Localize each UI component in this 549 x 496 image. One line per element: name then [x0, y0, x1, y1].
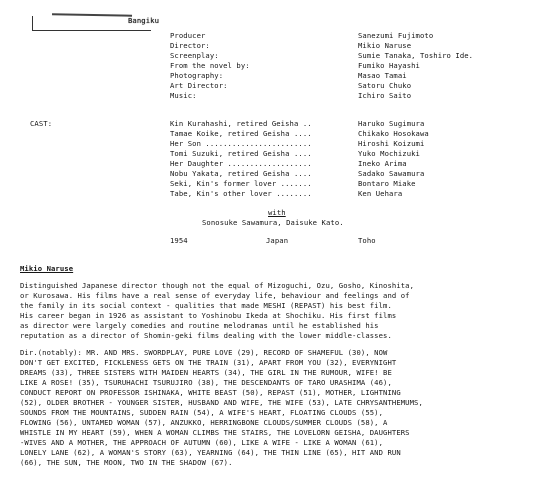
- cast-role: Her Daughter ...................: [170, 159, 312, 168]
- cast-actor: Chikako Hosokawa: [358, 129, 429, 138]
- cast-role: Seki, Kin's former lover .......: [170, 179, 312, 188]
- cast-actor: Ineko Arima: [358, 159, 407, 168]
- cast-role: Her Son ........................: [170, 139, 312, 148]
- cast-heading: CAST:: [30, 119, 53, 128]
- with-names: Sonosuke Sawamura, Daisuke Kato.: [202, 218, 344, 227]
- filmography-line: DON'T GET EXCITED, FICKLENESS GETS ON THE TRAIN (31), APART FROM YOU (32), EVERYNIGHT: [20, 358, 397, 367]
- credit-value-photography: Masao Tamai: [358, 71, 407, 80]
- filmography-line: LIKE A ROSE! (35), TSURUHACHI TSURUJIRO (38), THE DESCENDANTS OF TARO URASHIMA (46),: [20, 378, 392, 387]
- cast-role: Nobu Yakata, retired Geisha ....: [170, 169, 312, 178]
- credit-value-director: Mikio Naruse: [358, 41, 412, 50]
- bio-line: as director were largely comedies and routine melodramas until he established his: [20, 321, 379, 330]
- filmography-line: DREAMS (33), THREE SISTERS WITH MAIDEN HEARTS (34), THE GIRL IN THE RUMOUR, WIFE! BE: [20, 368, 392, 377]
- bio-line: reputation as a director of Shomin-geki films dealing with the lower middle-classes.: [20, 331, 392, 340]
- filmography-line: FLOWING (56), UNTAMED WOMAN (57), ANZUKKO, HERRINGBONE CLOUDS/SUMMER CLOUDS (58), A: [20, 418, 388, 427]
- credit-label-screenplay: Screenplay:: [170, 51, 219, 60]
- credit-value-novel: Fumiko Hayashi: [358, 61, 420, 70]
- cast-role: Tamae Koike, retired Geisha ....: [170, 129, 312, 138]
- filmography-line: WHISTLE IN MY HEART (59), WHEN A WOMAN CLIMBS THE STAIRS, THE LOVELORN GEISHA, DAUGHTERS: [20, 428, 410, 437]
- filmography-line: LONELY LANE (62), A WOMAN'S STORY (63), YEARNING (64), THE THIN LINE (65), HIT AND RUN: [20, 448, 401, 457]
- credit-value-screenplay: Sumie Tanaka, Toshiro Ide.: [358, 51, 474, 60]
- cast-actor: Yuko Mochizuki: [358, 149, 420, 158]
- cast-actor: Haruko Sugimura: [358, 119, 425, 128]
- credit-label-director: Director:: [170, 41, 210, 50]
- release-year: 1954: [170, 236, 188, 245]
- bio-line: Distinguished Japanese director though not the equal of Mizoguchi, Ozu, Gosho, Kinoshita,: [20, 281, 415, 290]
- cast-actor: Ken Uehara: [358, 189, 403, 198]
- filmography-line: Dir.(notably): MR. AND MRS. SWORDPLAY, PURE LOVE (29), RECORD OF SHAMEFUL (30), NOW: [20, 348, 388, 357]
- credit-value-art-director: Satoru Chuko: [358, 81, 412, 90]
- cast-actor: Bontaro Miake: [358, 179, 416, 188]
- bio-line: or Kurosawa. His films have a real sense of everyday life, behaviour and feelings and of: [20, 291, 410, 300]
- credit-label-art-director: Art Director:: [170, 81, 228, 90]
- credit-value-producer: Sanezumi Fujimoto: [358, 31, 434, 40]
- cast-actor: Sadako Sawamura: [358, 169, 425, 178]
- credit-value-music: Ichiro Saito: [358, 91, 412, 100]
- credit-label-producer: Producer: [170, 31, 206, 40]
- credit-label-photography: Photography:: [170, 71, 224, 80]
- director-name-heading: Mikio Naruse: [20, 264, 74, 273]
- credit-label-novel: From the novel by:: [170, 61, 250, 70]
- bio-line: the family in its social context - qualities that made MESHI (REPAST) his best film.: [20, 301, 392, 310]
- cast-role: Tabe, Kin's other lover ........: [170, 189, 312, 198]
- credit-label-music: Music:: [170, 91, 197, 100]
- release-country: Japan: [266, 236, 289, 245]
- cast-role: Kin Kurahashi, retired Geisha ..: [170, 119, 312, 128]
- film-title: Bangiku: [128, 16, 159, 25]
- with-label: with: [268, 208, 286, 217]
- filmography-line: -WIVES AND A MOTHER, THE APPROACH OF AUTUMN (60), LIKE A WIFE - LIKE A WOMAN (61),: [20, 438, 384, 447]
- cast-actor: Hiroshi Koizumi: [358, 139, 425, 148]
- filmography-line: CONDUCT REPORT ON PROFESSOR ISHINAKA, WHITE BEAST (50), REPAST (51), MOTHER, LIGHTNING: [20, 388, 401, 397]
- filmography-line: (66), THE SUN, THE MOON, TWO IN THE SHADOW (67).: [20, 458, 233, 467]
- cast-role: Tomi Suzuki, retired Geisha ....: [170, 149, 312, 158]
- filmography-line: SOUNDS FROM THE MOUNTAINS, SUDDEN RAIN (54), A WIFE'S HEART, FLOATING CLOUDS (55),: [20, 408, 384, 417]
- filmography-line: (52), OLDER BROTHER - YOUNGER SISTER, HUSBAND AND WIFE, THE WIFE (53), LATE CHRYSANTHEMUMS,: [20, 398, 423, 407]
- bio-line: His career began in 1926 as assistant to Yoshinobu Ikeda at Shochiku. His first films: [20, 311, 397, 320]
- studio-name: Toho: [358, 236, 376, 245]
